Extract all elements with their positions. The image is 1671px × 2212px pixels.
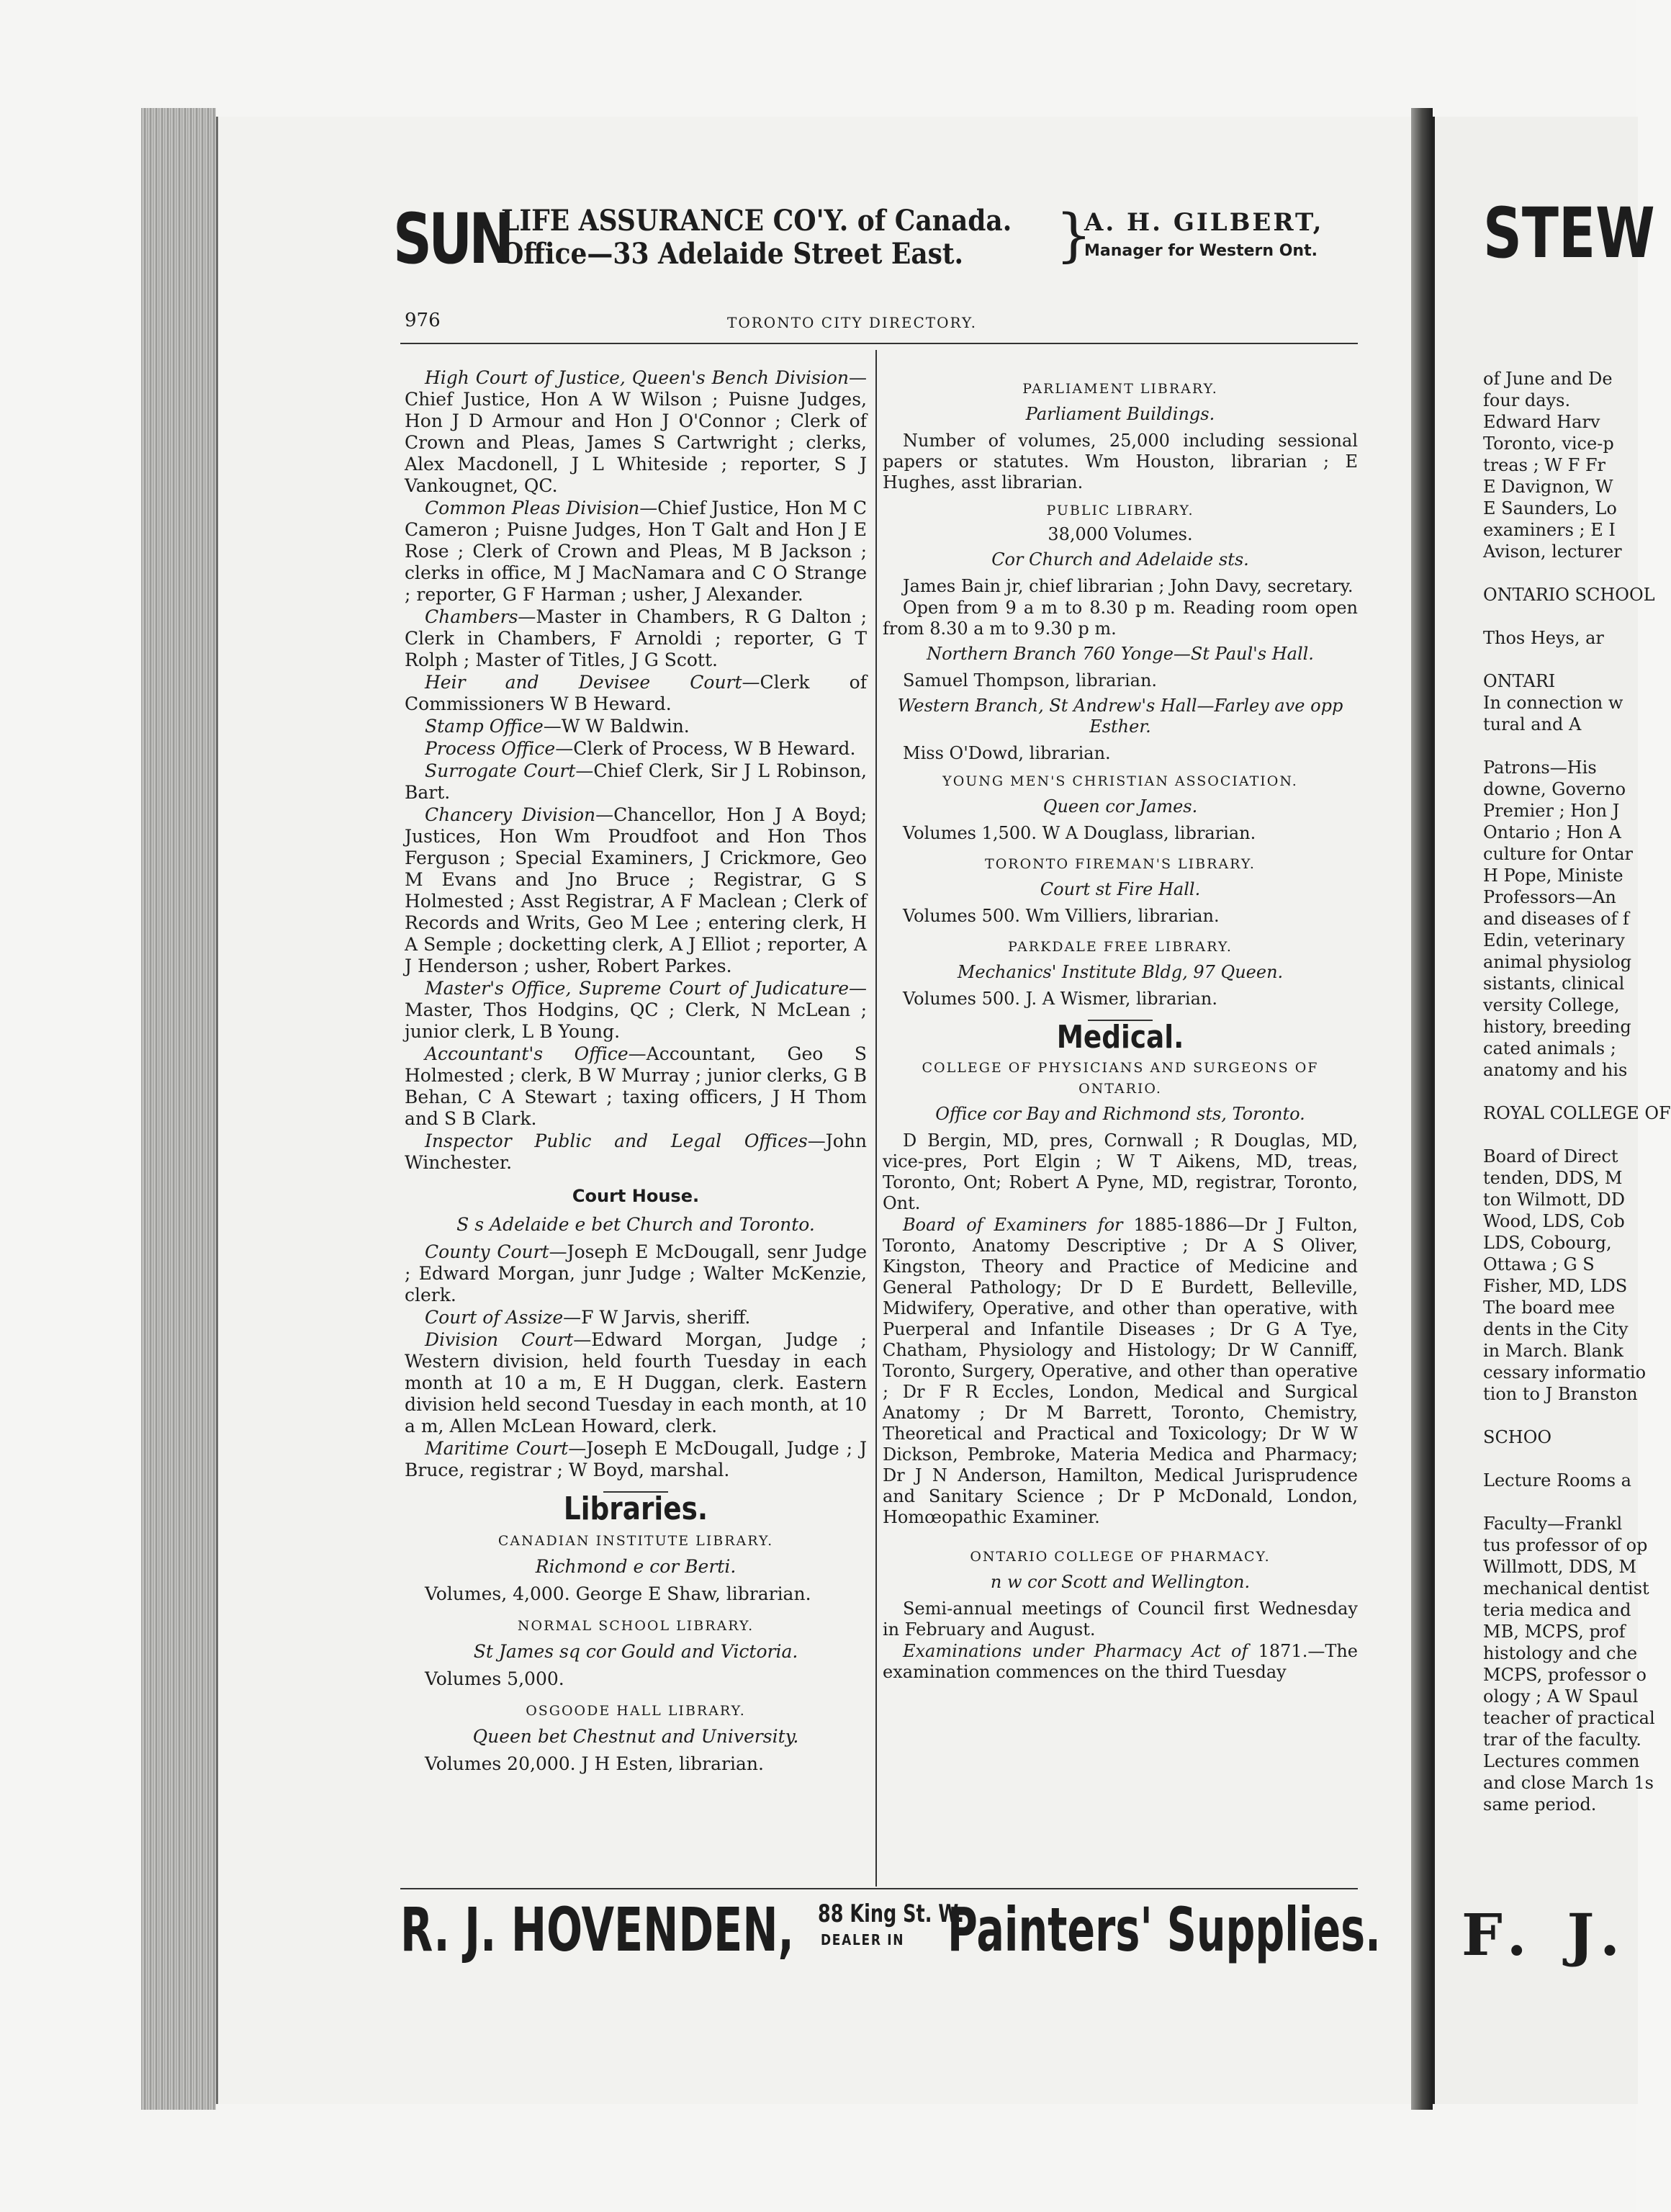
court-house-address: S s Adelaide e bet Church and Toronto. <box>456 1214 815 1235</box>
footer-dealer: DEALER IN <box>821 1931 905 1948</box>
right-page-line: LDS, Cobourg, <box>1483 1233 1612 1253</box>
right-page-line: examiners ; E I <box>1483 520 1616 540</box>
public-library-staff: James Bain jr, chief librarian ; John Davy, secretary. <box>903 576 1354 596</box>
footer-address: 88 King St. W. <box>818 1899 965 1928</box>
right-page-line: Thos Heys, ar <box>1483 628 1604 648</box>
right-page-line: ONTARIO SCHOOL <box>1483 585 1655 605</box>
fireman-library-name: TORONTO FIREMAN'S LIBRARY. <box>985 856 1256 872</box>
right-page-line <box>1483 563 1636 585</box>
top-rule <box>400 343 1358 344</box>
right-page-line: ONTARI <box>1483 671 1556 691</box>
parkdale-library-name: PARKDALE FREE LIBRARY. <box>1008 939 1233 955</box>
northern-branch: Northern Branch 760 Yonge—St Paul's Hall. <box>927 644 1314 664</box>
right-page-line: cated animals ; <box>1483 1038 1616 1058</box>
court-entry: Process Office—Clerk of Process, W B Heward. <box>425 738 856 759</box>
pharmacy-college-address: n w cor Scott and Wellington. <box>990 1572 1251 1592</box>
right-page-line <box>1483 1082 1636 1103</box>
right-page-line: Professors—An <box>1483 887 1616 907</box>
header-manager <box>1084 206 1323 264</box>
pharmacy-examinations: Examinations under Pharmacy Act of 1871.—The examination commences on the third Tuesday <box>883 1641 1358 1682</box>
right-page-line: cessary informatio <box>1483 1362 1647 1382</box>
public-library-name: PUBLIC LIBRARY. <box>1046 503 1194 518</box>
western-branch: Western Branch, St Andrew's Hall—Farley ave opp Esther. <box>897 696 1343 737</box>
right-page-line: MB, MCPS, prof <box>1483 1622 1626 1642</box>
right-page-line: Avison, lecturer <box>1483 541 1622 562</box>
right-page-line: E Saunders, Lo <box>1483 498 1617 518</box>
right-page-line: tural and A <box>1483 714 1582 734</box>
library-address: St James sq cor Gould and Victoria. <box>473 1641 798 1662</box>
public-library-hours: Open from 9 a m to 8.30 p m. Reading room open from 8.30 a m to 9.30 p m. <box>883 598 1358 639</box>
right-page-line: animal physiolog <box>1483 952 1632 972</box>
court-entry: Common Pleas Division—Chief Justice, Hon M C Cameron ; Puisne Judges, Hon T Galt and Hon J E Rose ; Clerk of Crown and Pleas, M B Jackson ; clerks in office, M J MacNamara and C O Strange ; reporter, G F Harman ; usher, J Alexander. <box>405 498 868 605</box>
header-sun: SUN <box>393 199 511 279</box>
right-page-line: ROYAL COLLEGE OF <box>1483 1103 1671 1123</box>
pharmacy-college-name: ONTARIO COLLEGE OF PHARMACY. <box>970 1549 1271 1565</box>
court-entry: Inspector Public and Legal Offices—John Winchester. <box>405 1130 867 1173</box>
right-page-line: Board of Direct <box>1483 1146 1618 1166</box>
right-page-line: history, breeding <box>1483 1017 1631 1037</box>
right-page-line: dents in the City <box>1483 1319 1629 1339</box>
footer-advertisement <box>400 1894 1381 1974</box>
court-house-entry: Maritime Court—Joseph E McDougall, Judge ; J Bruce, registrar ; W Boyd, marshal. <box>405 1438 867 1480</box>
right-page-line <box>1483 649 1636 671</box>
ymca-volumes: Volumes 1,500. W A Douglass, librarian. <box>903 823 1256 843</box>
left-column <box>405 367 867 1785</box>
right-page-line <box>1483 606 1636 628</box>
right-page-line: ology ; A W Spaul <box>1483 1686 1639 1707</box>
court-entry: Accountant's Office—Accountant, Geo S Holmested ; clerk, B W Murray ; junior clerks, G B Behan, C A Stewart ; taxing officers, J H Thom and S B Clark. <box>405 1043 867 1129</box>
court-entry: Master's Office, Supreme Court of Judicature—Master, Thos Hodgins, QC ; Clerk, N McLean ; junior clerk, L B Young. <box>405 978 867 1042</box>
court-entry: Surrogate Court—Chief Clerk, Sir J L Robinson, Bart. <box>405 760 868 803</box>
right-page-line: in March. Blank <box>1483 1341 1623 1361</box>
right-page-line: and diseases of f <box>1483 909 1629 929</box>
right-page-line: Fisher, MD, LDS <box>1483 1276 1628 1296</box>
right-page-line: Lecture Rooms a <box>1483 1470 1631 1491</box>
right-column <box>883 372 1358 1683</box>
board-of-examiners: Board of Examiners for 1885-1886—Dr J Fulton, Toronto, Anatomy Descriptive ; Dr A S Oliver, Kingston, Theory and Practice of Medicine and General Pathology; Dr D E Burdett, Belleville, Midwifery, Operative, and other than operative, with Puerperal and Infantile Diseases ; Dr G A Tye, Chatham, Physiology and Histology; Dr W Canniff, Toronto, Surgery, Operative, and other than operative ; Dr F R Eccles, London, Medical and Surgical Anatomy ; Dr M Barrett, Toronto, Chemistry, Theoretical and Practical and Toxicology; Dr W W Dickson, Pembroke, Materia Medica and Pharmacy; Dr J N Anderson, Hamilton, Medical Jurisprudence and Sanitary Science ; Dr P McDonald, London, Homœopathic Examiner. <box>883 1215 1359 1527</box>
court-house-entry: County Court—Joseph E McDougall, senr Judge ; Edward Morgan, junr Judge ; Walter McKenzie, clerk. <box>405 1241 867 1305</box>
bottom-rule <box>400 1888 1358 1889</box>
parliament-library-text: Number of volumes, 25,000 including sessional papers or statutes. Wm Houston, librarian ; E Hughes, asst librarian. <box>883 431 1358 493</box>
right-page-line <box>1483 1125 1636 1146</box>
library-volumes: Volumes 5,000. <box>425 1668 564 1689</box>
right-page-line: tenden, DDS, M <box>1483 1168 1623 1188</box>
library-address: Queen bet Chestnut and University. <box>472 1726 799 1747</box>
right-page-heading: STEW <box>1483 193 1655 274</box>
fireman-library-volumes: Volumes 500. Wm Villiers, librarian. <box>903 906 1220 926</box>
right-page-line: and close March 1s <box>1483 1773 1654 1793</box>
college-physicians-officers: D Bergin, MD, pres, Cornwall ; R Douglas, MD, vice-pres, Port Elgin ; W T Aikens, MD, treas, Toronto, Ont; Robert A Pyne, MD, registrar, Toronto, Ont. <box>883 1130 1358 1213</box>
header-line1: LIFE ASSURANCE CO'Y. of Canada. <box>501 204 1012 238</box>
right-page-line <box>1483 1406 1636 1427</box>
college-physicians-name: COLLEGE OF PHYSICIANS AND SURGEONS OF ONTARIO. <box>922 1060 1319 1097</box>
court-entry: High Court of Justice, Queen's Bench Division—Chief Justice, Hon A W Wilson ; Puisne Judges, Hon J D Armour and Hon J O'Connor ; Clerk of Crown and Pleas, James S Cartwright ; clerks, Alex Macdonell, J L Whiteside ; reporter, S J Vankougnet, QC. <box>405 367 867 496</box>
header-company <box>501 204 1012 271</box>
parkdale-library-address: Mechanics' Institute Bldg, 97 Queen. <box>957 962 1284 982</box>
page-number: 976 <box>405 310 441 331</box>
right-page-line: versity College, <box>1483 995 1620 1015</box>
right-page-text <box>1483 369 1671 1816</box>
right-page-line: trar of the faculty. <box>1483 1730 1641 1750</box>
header-brace: } <box>1055 202 1092 269</box>
directory-title: TORONTO CITY DIRECTORY. <box>727 314 977 331</box>
page-edges <box>141 108 216 2110</box>
right-page-line: histology and che <box>1483 1643 1638 1663</box>
right-page-line: ton Wilmott, DD <box>1483 1190 1626 1210</box>
library-name: NORMAL SCHOOL LIBRARY. <box>517 1618 755 1634</box>
court-entries <box>405 367 867 1174</box>
court-entry: Heir and Devisee Court—Clerk of Commissioners W B Heward. <box>405 672 867 714</box>
public-library-address: Cor Church and Adelaide sts. <box>991 549 1249 570</box>
parliament-library-name: PARLIAMENT LIBRARY. <box>1022 381 1218 397</box>
court-entry: Chancery Division—Chancellor, Hon J A Boyd; Justices, Hon Wm Proudfoot and Hon Thos Ferguson ; Special Examiners, J Crickmore, Geo M Evans and Jno Bruce ; Registrar, G S Holmested ; Asst Registrar, A F Maclean ; Clerk of Records and Writs, Geo M Lee ; entering clerk, H A Semple ; docketting clerk, A J Elliot ; reporter, A J Henderson ; usher, Robert Parkes. <box>405 804 867 976</box>
right-page-line: Edward Harv <box>1483 412 1600 432</box>
parliament-library-address: Parliament Buildings. <box>1025 404 1215 424</box>
right-page-line: Wood, LDS, Cob <box>1483 1211 1625 1231</box>
manager-title: Manager for Western Ont. <box>1084 242 1318 260</box>
right-page-line: tus professor of op <box>1483 1535 1648 1555</box>
footer-name: R. J. HOVENDEN, <box>400 1894 794 1965</box>
library-volumes: Volumes, 4,000. George E Shaw, librarian. <box>425 1583 811 1604</box>
right-page-line: same period. <box>1483 1794 1597 1815</box>
right-page-line: Edin, veterinary <box>1483 930 1625 950</box>
right-page-line: treas ; W F Fr <box>1483 455 1605 475</box>
right-page-line: of June and De <box>1483 369 1613 389</box>
library-address: Richmond e cor Berti. <box>535 1556 737 1577</box>
header-line2: Office—33 Adelaide Street East. <box>501 237 964 271</box>
right-page-line: Willmott, DDS, M <box>1483 1557 1636 1577</box>
right-page-line: Toronto, vice-p <box>1483 433 1614 454</box>
right-page-line: four days. <box>1483 390 1571 410</box>
right-page-line: Lectures commen <box>1483 1751 1640 1771</box>
right-page-line <box>1483 736 1636 757</box>
medical-title: Medical. <box>1056 1019 1184 1056</box>
right-page-line: H Pope, Ministe <box>1483 866 1623 886</box>
right-page-footer: F. J. <box>1461 1901 1630 1969</box>
right-page-line: The board mee <box>1483 1298 1616 1318</box>
court-house-entries <box>405 1241 867 1481</box>
fireman-library-address: Court st Fire Hall. <box>1040 879 1201 899</box>
western-branch-staff: Miss O'Dowd, librarian. <box>903 743 1111 763</box>
library-name: CANADIAN INSTITUTE LIBRARY. <box>497 1533 774 1549</box>
right-page-line: In connection w <box>1483 693 1623 713</box>
parkdale-library-volumes: Volumes 500. J. A Wismer, librarian. <box>903 989 1217 1009</box>
right-page-line: Premier ; Hon J <box>1483 801 1620 821</box>
right-page-line: downe, Governo <box>1483 779 1626 799</box>
court-house-entry: Court of Assize—F W Jarvis, sheriff. <box>425 1307 751 1328</box>
right-page-line: teacher of practical <box>1483 1708 1655 1728</box>
college-physicians-address: Office cor Bay and Richmond sts, Toronto. <box>935 1104 1305 1124</box>
right-page-line: Ottawa ; G S <box>1483 1254 1595 1274</box>
right-page-line: sistants, clinical <box>1483 974 1625 994</box>
right-page-line <box>1483 1492 1636 1514</box>
right-page-line: Faculty—Frankl <box>1483 1514 1623 1534</box>
right-page-line: MCPS, professor o <box>1483 1665 1647 1685</box>
right-page-line: tion to J Branston <box>1483 1384 1638 1404</box>
right-page-line <box>1483 1449 1636 1470</box>
footer-supplies: Painters' Supplies. <box>947 1894 1381 1965</box>
right-page-line: Patrons—His <box>1483 757 1597 778</box>
right-page-line: E Davignon, W <box>1483 477 1613 497</box>
right-page-line: anatomy and his <box>1483 1060 1628 1080</box>
book-gutter <box>1411 108 1433 2110</box>
pharmacy-meetings: Semi-annual meetings of Council first Wednesday in February and August. <box>883 1599 1358 1640</box>
ymca-name: YOUNG MEN'S CHRISTIAN ASSOCIATION. <box>942 773 1298 789</box>
right-page-line: culture for Ontar <box>1483 844 1633 864</box>
court-house-entry: Division Court—Edward Morgan, Judge ; Western division, held fourth Tuesday in each month at 10 a m, E H Duggan, clerk. Eastern division held second Tuesday in each month, at 10 a m, Allen McLean Howard, clerk. <box>405 1329 867 1437</box>
library-name: OSGOODE HALL LIBRARY. <box>526 1703 746 1719</box>
header-advertisement <box>393 199 1415 282</box>
column-rule <box>875 350 877 1887</box>
court-entry: Chambers—Master in Chambers, R G Dalton ; Clerk in Chambers, F Arnoldi ; reporter, G T Rolph ; Master of Titles, J G Scott. <box>405 606 867 670</box>
ymca-address: Queen cor James. <box>1042 796 1198 817</box>
libraries-title: Libraries. <box>563 1491 708 1527</box>
right-page-line: mechanical dentist <box>1483 1578 1649 1599</box>
northern-branch-staff: Samuel Thompson, librarian. <box>903 670 1158 691</box>
right-page-line: SCHOO <box>1483 1427 1552 1447</box>
public-library-volumes: 38,000 Volumes. <box>1048 524 1193 544</box>
right-page-line: teria medica and <box>1483 1600 1631 1620</box>
libraries-list <box>405 1530 867 1775</box>
court-entry: Stamp Office—W W Baldwin. <box>425 716 690 737</box>
court-house-title: Court House. <box>572 1186 700 1206</box>
library-volumes: Volumes 20,000. J H Esten, librarian. <box>425 1753 764 1774</box>
right-page-line: Ontario ; Hon A <box>1483 822 1621 842</box>
manager-name: A. H. GILBERT, <box>1084 208 1324 237</box>
